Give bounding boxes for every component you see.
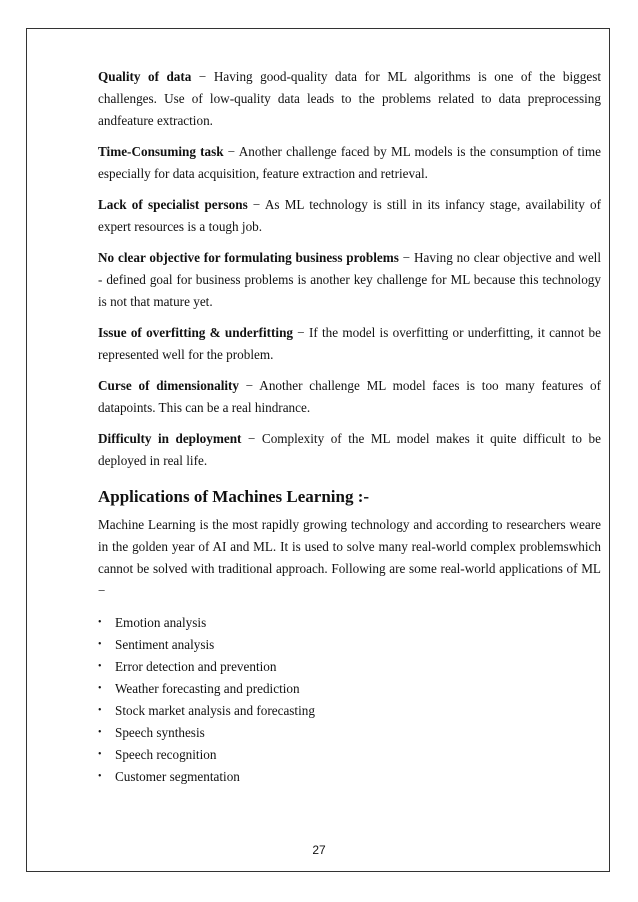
challenge-title: Difficulty in deployment [98,431,242,446]
bullet-icon: • [98,639,102,650]
section-heading: Applications of Machines Learning :- [98,487,370,506]
challenge-text: Having no clear objective and well - defined goal for business problems is another key challenge for ML because this technology is not that mature yet. [98,250,602,309]
bullet-icon: • [98,661,102,672]
challenge-text: Another challenge faced by ML models is the consumption of time especially for data acquisition, feature extraction and retrieval. [98,144,601,181]
challenge-separator: − [293,325,309,340]
challenge-paragraph [98,66,601,132]
list-item-text: Emotion analysis [115,615,207,630]
list-item-text: Stock market analysis and forecasting [115,703,315,718]
challenge-title: Curse of dimensionality [98,378,240,393]
challenge-separator: − [241,431,262,446]
challenge-title: Issue of overfitting & underfitting [98,325,294,340]
challenge-paragraph [98,322,601,366]
bullet-icon: • [98,771,102,782]
list-item-text: Speech recognition [115,747,217,762]
list-item-text: Error detection and prevention [115,659,277,674]
list-item [98,744,601,766]
list-item-text: Sentiment analysis [115,637,215,652]
bullet-icon: • [98,705,102,716]
challenge-paragraph [98,375,601,419]
page-number: 27 [312,843,326,857]
challenge-separator: − [223,144,239,159]
challenge-separator: − [398,250,414,265]
list-item [98,612,601,634]
challenge-title: Quality of data [98,69,192,84]
challenge-text: If the model is overfitting or underfitting, it cannot be represented well for the problem. [98,325,601,362]
bullet-icon: • [98,617,102,628]
challenge-text: Having good-quality data for ML algorithms is one of the biggest challenges. Use of low-quality data leads to the problems related to data preprocessing andfeature extraction. [98,69,601,128]
challenge-text: As ML technology is still in its infancy stage, availability of expert resources is a tough job. [98,197,601,234]
list-item [98,678,601,700]
bullet-icon: • [98,749,102,760]
challenge-separator: − [239,378,260,393]
bullet-icon: • [98,683,102,694]
list-item-text: Weather forecasting and prediction [115,681,300,696]
document-body [98,66,601,788]
challenge-separator: − [247,197,265,212]
applications-list [98,612,601,788]
list-item [98,766,601,788]
list-item [98,634,601,656]
challenge-text: Another challenge ML model faces is too many features of datapoints. This can be a real hindrance. [98,378,601,415]
list-item-text: Customer segmentation [115,769,240,784]
challenge-paragraph [98,141,601,185]
challenge-separator: − [191,69,214,84]
challenge-title: Time-Consuming task [98,144,224,159]
challenge-paragraph [98,247,601,313]
challenge-title: No clear objective for formulating business problems [98,250,399,265]
challenge-title: Lack of specialist persons [98,197,248,212]
challenge-text: Complexity of the ML model makes it quite difficult to be deployed in real life. [98,431,601,468]
challenge-paragraph [98,428,601,472]
list-item [98,700,601,722]
applications-intro: Machine Learning is the most rapidly growing technology and according to researchers weare in the golden year of AI and ML. It is used to solve many real-world complex problemswhich cannot be solved with traditional approach. Following are some real-world applications of ML − [98,517,601,598]
list-item [98,656,601,678]
list-item [98,722,601,744]
list-item-text: Speech synthesis [115,725,205,740]
challenge-paragraph [98,194,601,238]
bullet-icon: • [98,727,102,738]
